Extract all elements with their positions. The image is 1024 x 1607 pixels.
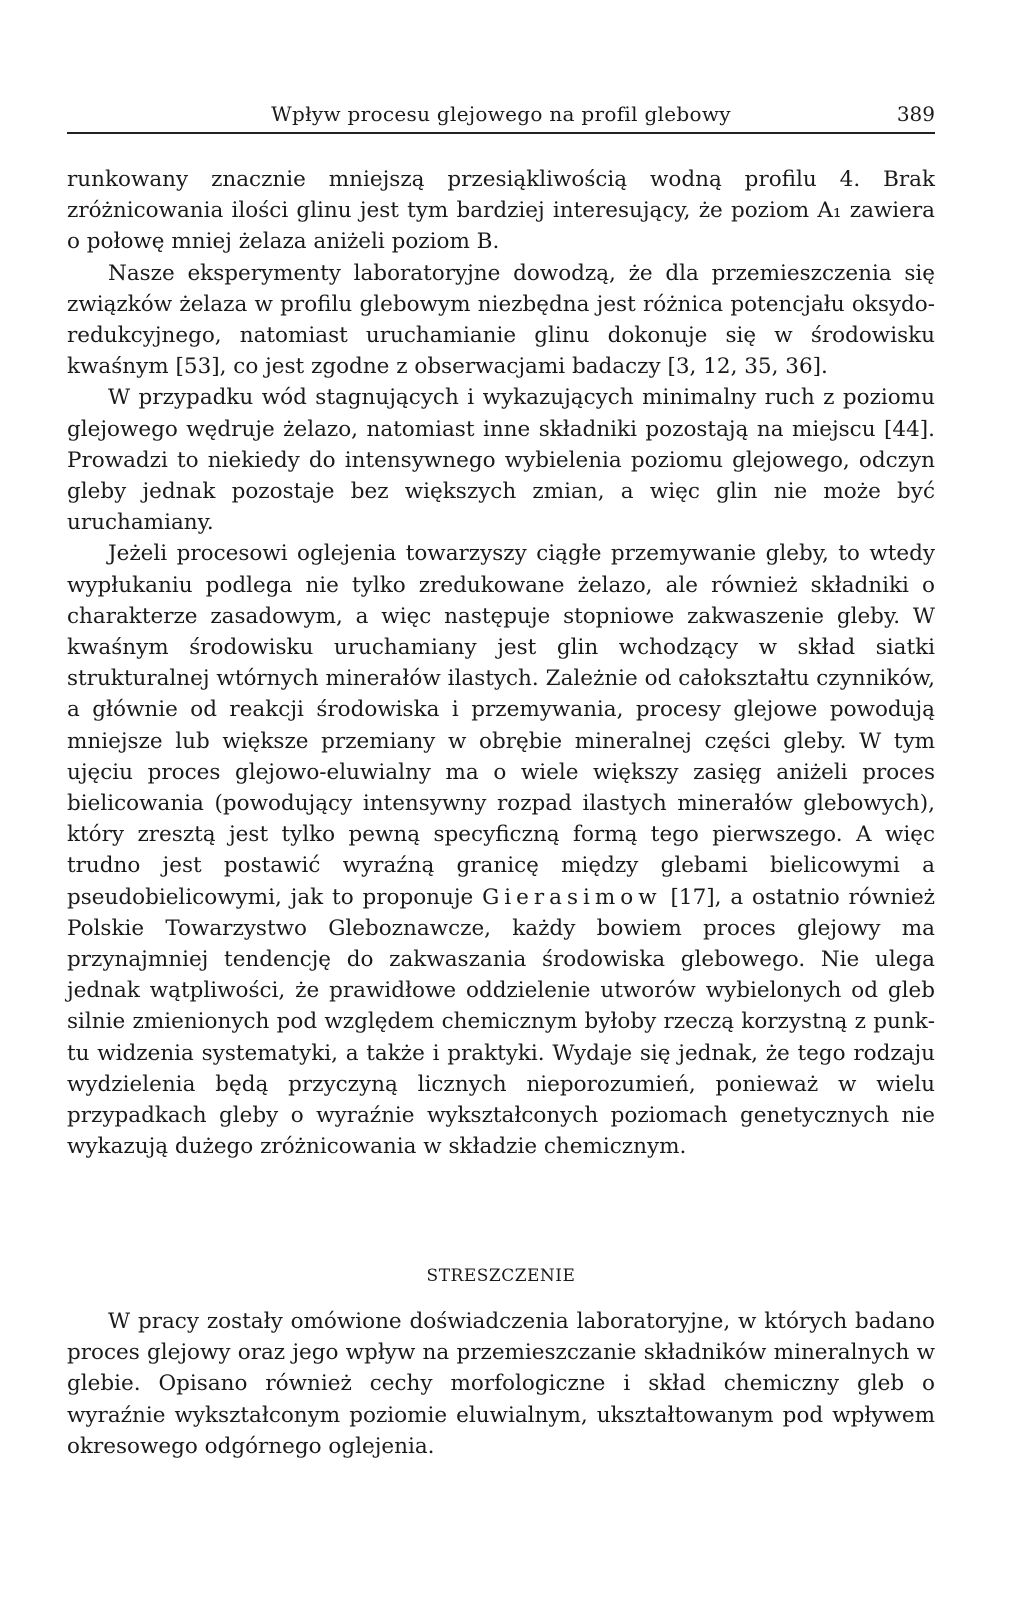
cited-author: Gierasimow (482, 884, 662, 910)
page-number: 389 (896, 102, 935, 126)
paragraph-4 (67, 538, 935, 1162)
running-header (67, 98, 935, 134)
paragraph-4-part-2: [17], a ostatnio również Polskie Towarzystwo Gleboznawcze, każdy bowiem proces glejowy ma przynajmniej tendencję do zakwaszania środowiska glebowego. Nie ulega jednak wątpliwości, że prawidłowe oddzielenie utworów wybielonych od gleb silnie zmienionych pod względem chemicznym byłoby rzeczą korzystną z punktu widzenia systematyki, a także i praktyki. Wydaje się jednak, że tego rodzaju wydzielenia będą przyczyną licznych nieporozumień, ponieważ w wielu przypadkach gleby o wyraźnie wykształconych poziomach genetycznych nie wykazują dużego zróżnicowania w składzie chemicznym. (67, 884, 935, 1160)
running-title: Wpływ procesu glejowego na profil glebowy (271, 102, 731, 126)
summary-section (67, 1306, 935, 1462)
paragraph-4-part-1: Jeżeli procesowi oglejenia towarzyszy ciągłe przemywanie gleby, to wtedy wypłukaniu podlega nie tylko zredukowane żelazo, ale również składniki o charakterze zasadowym, a więc następuje stopniowe zakwaszenie gleby. W kwaśnym środowisku uruchamiany jest glin wchodzący w skład siatki strukturalnej wtórnych minerałów ilastych. Zależnie od całokształtu czynników, a głównie od reakcji środowiska i przemywania, procesy glejowe powodują mniejsze lub większe przemiany w obrębie mineralnej części gleby. W tym ujęciu proces glejowo-eluwialny ma o wiele większy zasięg aniżeli proces bielicowania (powodujący intensywny rozpad ilastych minerałów glebowych), który zresztą jest tylko pewną specyficzną formą tego pierwszego. A więc trudno jest postawić wyraźną granicę między glebami bielicowymi a pseudobielicowymi, jak to proponuje (67, 541, 935, 910)
summary-heading: STRESZCZENIE (426, 1266, 576, 1286)
paragraph-3: W przypadku wód stagnujących i wykazujących minimalny ruch z poziomu glejowego wędruje żelazo, natomiast inne składniki pozostają na miejscu [44]. Prowadzi to niekiedy do intensywnego wybielenia poziomu glejowego, odczyn gleby jednak pozostaje bez większych zmian, a więc glin nie może być uruchamiany. (67, 385, 935, 536)
paragraph-2: Nasze eksperymenty laboratoryjne dowodzą, że dla przemieszczenia się związków żelaza w profilu glebowym niezbędna jest różnica potencjału oksydo-redukcyjnego, natomiast uruchamianie glinu dokonuje się w środowisku kwaśnym [53], co jest zgodne z obserwacjami badaczy [3, 12, 35, 36]. (67, 260, 935, 380)
paragraph-1: runkowany znacznie mniejszą przesiąkliwością wodną profilu 4. Brak zróżnicowania ilości glinu jest tym bardziej interesujący, że poziom A₁ zawiera o połowę mniej żelaza aniżeli poziom B. (67, 167, 935, 255)
main-text (67, 164, 935, 1163)
summary-paragraph: W pracy zostały omówione doświadczenia laboratoryjne, w których badano proces glejowy oraz jego wpływ na przemieszczanie składników mineralnych w glebie. Opisano również cechy morfologiczne i skład chemiczny gleb o wyraźnie wykształconym poziomie eluwialnym, ukształtowanym pod wpływem okresowego odgórnego oglejenia. (67, 1309, 935, 1459)
